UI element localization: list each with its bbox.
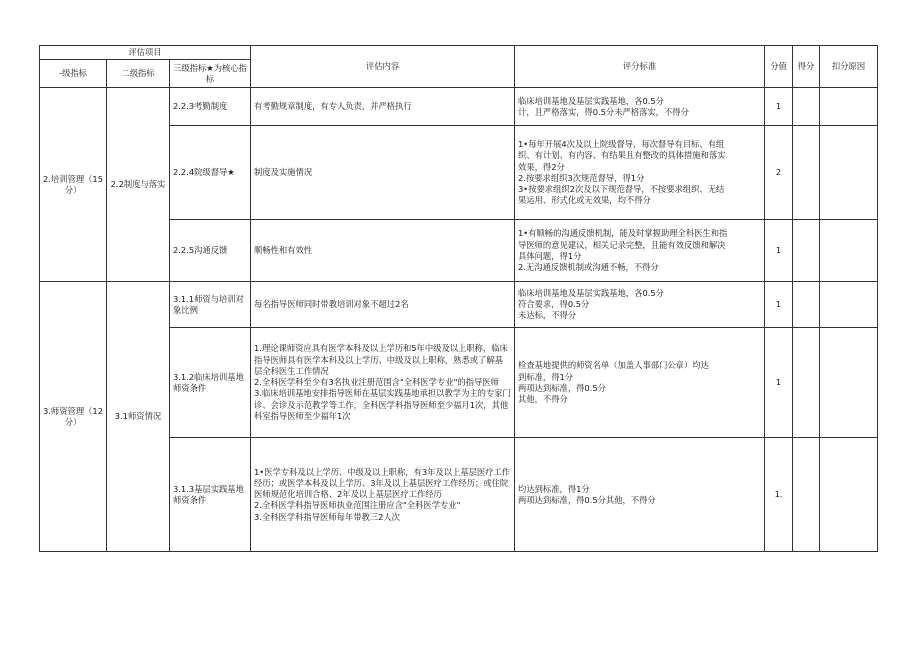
header-level2: 二级指标 [107,60,170,88]
got-cell [793,282,820,328]
level2-cell: 3.1师资情况 [107,282,170,552]
got-cell [793,438,820,552]
content-cell: 顺畅性和有效性 [251,220,515,282]
content-cell: 制度及实施情况 [251,126,515,220]
level3-cell: 2.2.5沟通反馈 [170,220,251,282]
got-cell [793,328,820,438]
standard-cell: 检查基地提供的师资名单（加盖人事部门公章）均达 到标准，得1分 两项达到标准，得0.5分 其他，不得分 [515,328,765,438]
got-cell [793,220,820,282]
level3-cell: 2.2.3考勤制度 [170,88,251,126]
content-cell: 1.理论课师资应具有医学本科及以上学历和5年中级及以上职称，临床指导医师具有医学本科及以上学历、中级及以上职称，熟悉或了解基层全科医生工作情况 2.全科医学科至少有3名执业注册范围含"全科医学专业"的指导医师 3.临床培训基地安排指导医师在基层实践基地承担以教学为主的专家门诊、会诊及示范教学等工作，全科医学科指导医师至少福月1次，其他科室指导医师至少福年1次 [251,328,515,438]
header-score: 分值 [765,46,793,88]
score-cell: 1 [765,88,793,126]
content-cell: 1•医学专科及以上学历、中级及以上职称，有3年及以上基层医疗工作经历；或医学本科及以上学历、3年及以上基层医疗工作经历；或住院医师规范化培训合格、2年及以上基层医疗工作经历 2.全科医学科指导医师执业范围注册应含"全科医学专业" 3.全科医学科指导医师每年带教三2人次 [251,438,515,552]
content-cell: 有考勤规章制度，有专人负责，并严格执行 [251,88,515,126]
header-content: 评估内容 [251,46,515,88]
standard-cell: 1•有顺畅的沟通反馈机制，能及时掌握助理全科医生和指 导医师的意见建议，相关记录完整，且能有效反馈和解决 具体问题，得1分 2.无沟通反馈机制或沟通不畅，不得分 [515,220,765,282]
header-standard: 评分标准 [515,46,765,88]
level3-cell: 2.2.4院级督导★ [170,126,251,220]
deduct-cell [820,282,878,328]
header-level3: 三级指标★为核心指标 [170,60,251,88]
score-cell: 2 [765,126,793,220]
level3-cell: 3.1.3基层实践基地师资条件 [170,438,251,552]
score-cell: 1 [765,220,793,282]
header-deduct: 扣分原因 [820,46,878,88]
content-cell: 每名指导医师同时带教培训对象不超过2名 [251,282,515,328]
got-cell [793,88,820,126]
score-cell: 1 [765,328,793,438]
standard-cell: 均达到标准，得1分 两项达到标准，得0.5分其他，不得分 [515,438,765,552]
standard-cell: 临床培训基地及基层实践基地，各0.5分 计，且严格落实，得0.5分未严格落实，不得分 [515,88,765,126]
level1-cell: 3.师资管理（12分） [40,282,107,552]
standard-cell: 1•每年开展4次及以上院级督导，每次督导有目标、有组 织、有计划、有内容、有结果且有整改的具体措施和落实 效果，得2分 2.按要求组织3次规范督导，得1分 3•按要求组织2次及以下规范督导，不按要求组织、无结 果运用、形式化或无效果，均不得分 [515,126,765,220]
deduct-cell [820,220,878,282]
level1-cell: 2.培训管理（15分） [40,88,107,282]
deduct-cell [820,126,878,220]
table-row [40,282,878,328]
score-cell: 1. [765,438,793,552]
level2-cell: 2.2制度与落实 [107,88,170,282]
header-level1: -级指标 [40,60,107,88]
standard-cell: 临床培训基地及基层实践基地，各0.5分 符合要求，得0.5分 未达标，不得分 [515,282,765,328]
score-cell: 1 [765,282,793,328]
evaluation-table [39,45,878,552]
deduct-cell [820,88,878,126]
level3-cell: 3.1.1师资与培训对象比例 [170,282,251,328]
header-got: 得分 [793,46,820,88]
level3-cell: 3.1.2临床培训基地师资条件 [170,328,251,438]
deduct-cell [820,438,878,552]
header-group: 评估项目 [40,46,251,60]
table-row [40,88,878,126]
deduct-cell [820,328,878,438]
got-cell [793,126,820,220]
